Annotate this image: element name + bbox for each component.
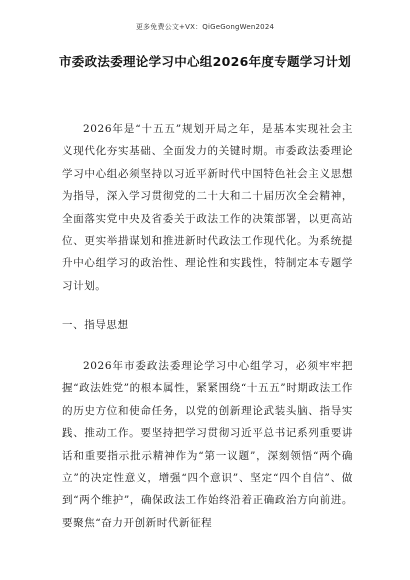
guiding-ideology-paragraph: 2026年市委政法委理论学习中心组学习，必须牢牢把握“政法姓党”的根本属性，紧紧围绕“十五五”时期政法工作的历史方位和使命任务，以党的创新理论武装头脑、指导实践、推动工作。要坚持把学习贯彻习近平总书记系列重要讲话和重要指示批示精神作为“第一议题”，深刻领悟“两个确立”的决定性意义，增强“四个意识”、坚定“四个自信”、做到“两个维护”，确保政法工作始终沿着正确政治方向前进。要聚焦“奋力开创新时代新征程 [62,360,353,529]
page-title: 市委政法委理论学习中心组2026年度专题学习计划 [59,54,351,69]
header-note: 更多免费公文+VX：QiGeGongWen2024 [135,23,275,31]
intro-paragraph: 2026年是“十五五”规划开局之年，是基本实现社会主义现代化夯实基础、全面发力的关键时期。市委政法委理论学习中心组必须坚持以习近平新时代中国特色社会主义思想为指导，深入学习贯彻党的二十大和二十届历次全会精神，全面落实党中央及省委关于政法工作的决策部署，以更高站位、更实举措谋划和推进新时代政法工作现代化。为系统提升中心组学习的政治性、理论性和实践性，特制定本专题学习计划。 [62,123,353,292]
section-heading-guiding-ideology: 一、指导思想 [62,319,129,331]
